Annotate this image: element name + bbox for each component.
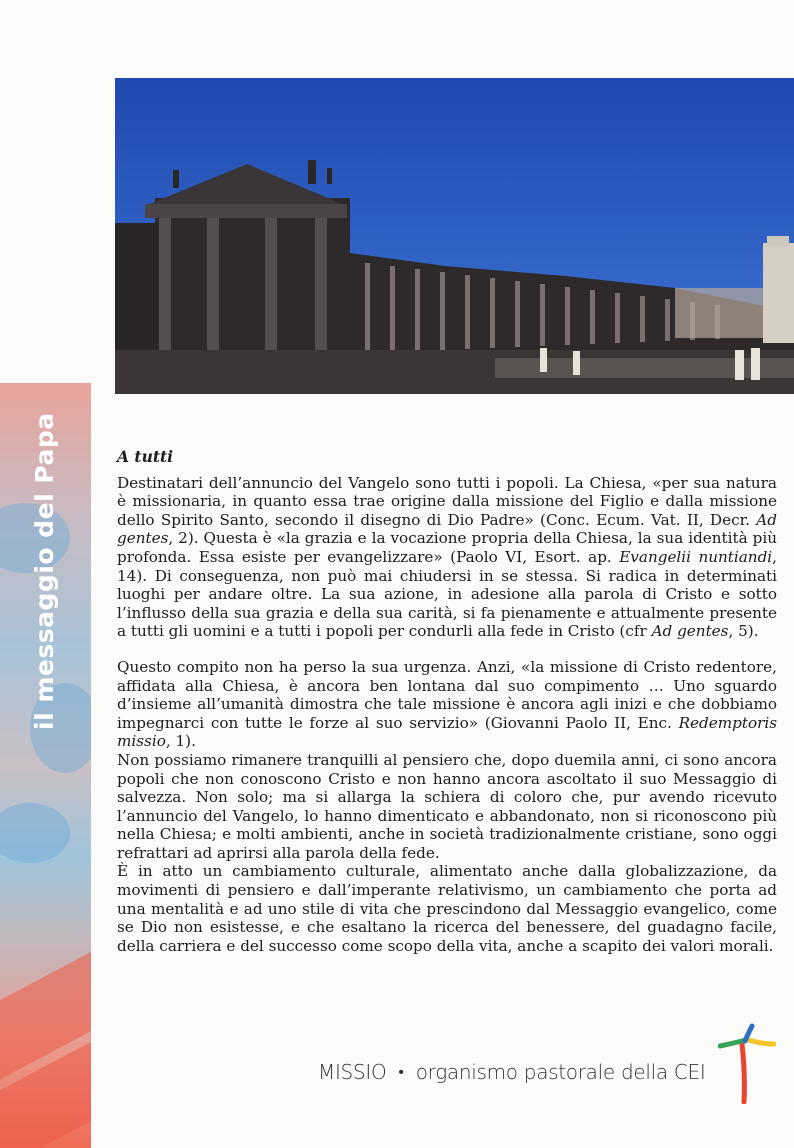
paragraph-2: Questo compito non ha perso la sua urgenza. Anzi, «la missione di Cristo redentore, affidata alla Chiesa, è ancora ben lontana dal suo compimento … Uno sguardo d’insieme all’umanità dimostra che tale missione è ancora agli inizi e che dobbiamo impegnarci con tutte le forze al suo servizio» (Giovanni Paolo II, Enc. Redemptoris missio, 1). bbox=[117, 657, 777, 751]
footer bbox=[318, 1060, 705, 1084]
paragraph-4: È in atto un cambiamento culturale, alimentato anche dalla globalizzazione, da movimenti di pensiero e dall’imperante relativismo, un cambiamento che porta ad una mentalità e ad uno stile di vita che prescindono dal Messaggio evangelico, come se Dio non esistesse, e che esaltano la ricerca del benessere, del guadagno facile, della carriera e del successo come scopo della vita, anche a scapito dei valori morali. bbox=[117, 862, 777, 955]
footer-tagline: organismo pastorale della CEI bbox=[415, 1060, 706, 1084]
article-heading: A tutti bbox=[117, 447, 174, 466]
footer-brand: MISSIO bbox=[318, 1060, 387, 1084]
section-title-vertical: il messaggio del Papa bbox=[30, 412, 59, 730]
footer-separator: • bbox=[398, 1062, 404, 1081]
paragraph-3: Non possiamo rimanere tranquilli al pensiero che, dopo duemila anni, ci sono ancora popoli che non conoscono Cristo e non hanno ancora ascoltato il suo Messaggio di salvezza. Non solo; ma si allarga la schiera di coloro che, pur avendo ricevuto l’annuncio del Vangelo, lo hanno dimenticato e abbandonato, non si riconoscono più nella Chiesa; e molti ambienti, anche in società tradizionalmente cristiane, sono oggi refrattari ad aprirsi alla parola della fede. bbox=[117, 750, 777, 862]
basilica-colonnade-photo bbox=[115, 78, 794, 394]
article-body bbox=[117, 448, 777, 955]
paragraph-1: Destinatari dell’annuncio del Vangelo sono tutti i popoli. La Chiesa, «per sua natura è missionaria, in quanto essa trae origine dalla missione del Figlio e dalla missione dello Spirito Santo, secondo il disegno di Dio Padre» (Conc. Ecum. Vat. II, Decr. Ad gentes, 2). Questa è «la grazia e la vocazione propria della Chiesa, la sua identità più profonda. Essa esiste per evangelizzare» (Paolo VI, Esort. ap. Evangelii nuntiandi, 14). Di conseguenza, non può mai chiudersi in se stessa. Si radica in determinati luoghi per andare oltre. La sua azione, in adesione alla parola di Cristo e sotto l’influsso della sua grazia e della sua carità, si fa pienamente e attualmente presente a tutti gli uomini e a tutti i popoli per condurli alla fede in Cristo (cfr Ad gentes, 5). bbox=[117, 473, 777, 641]
missio-cross-logo-icon bbox=[718, 1022, 776, 1104]
